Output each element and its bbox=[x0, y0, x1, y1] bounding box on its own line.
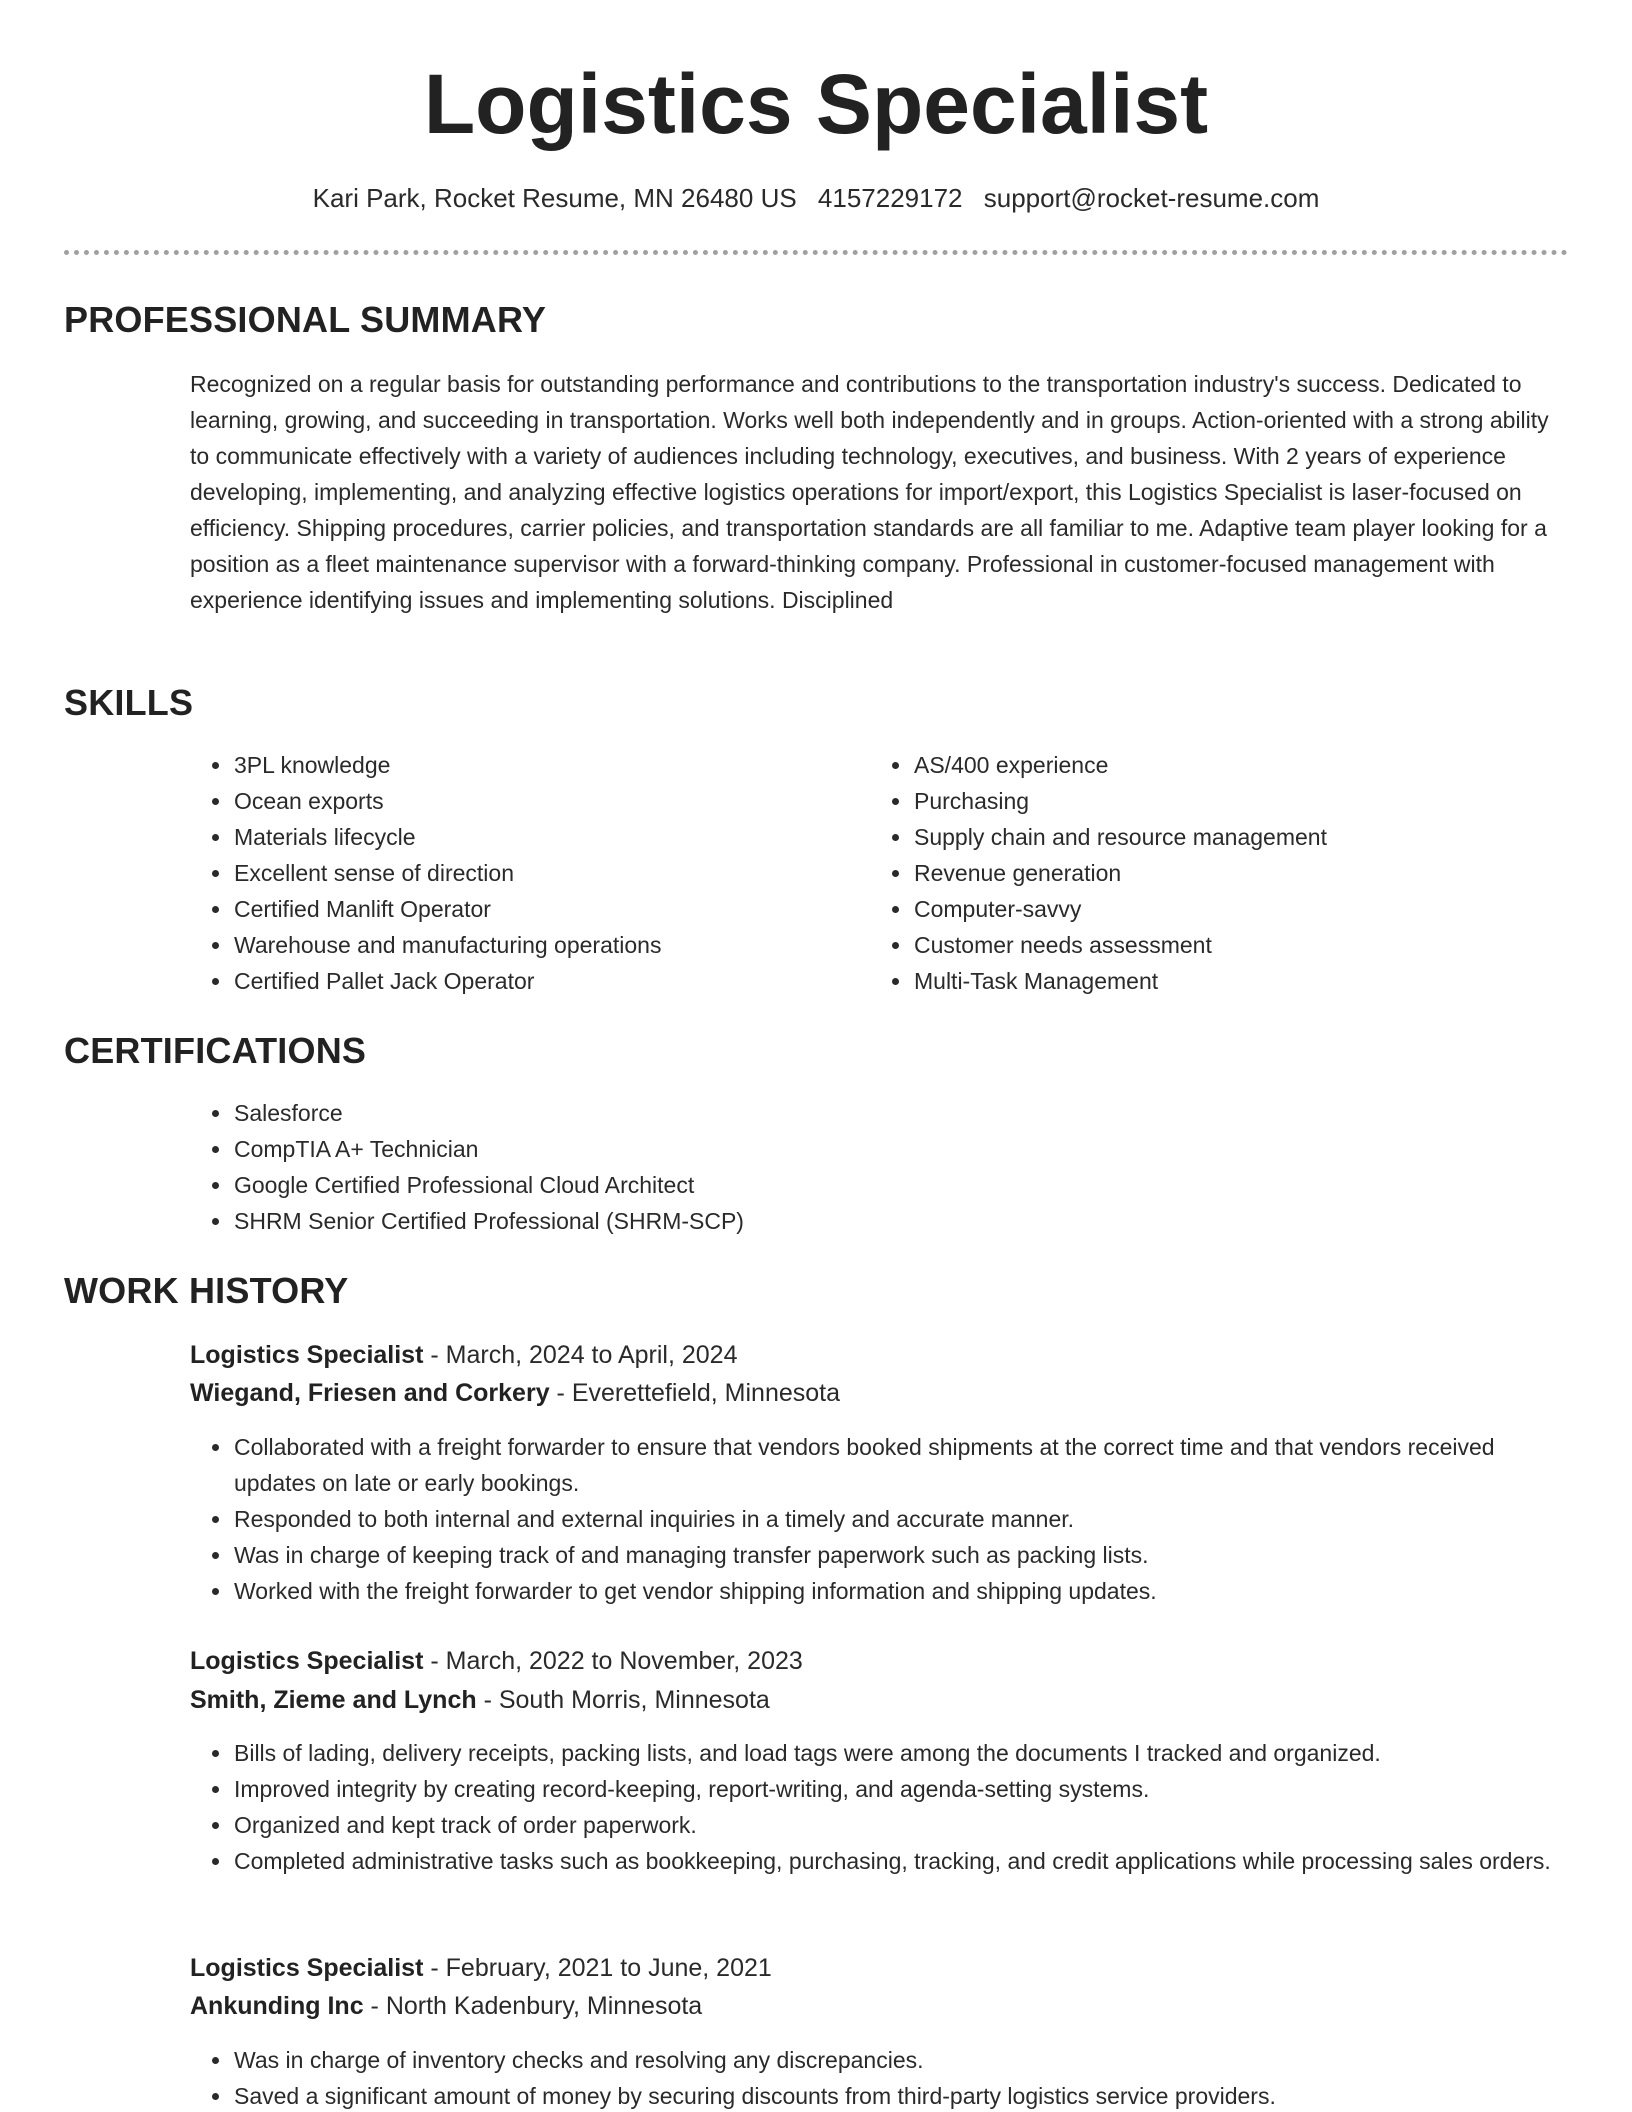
job-dates: - March, 2024 to April, 2024 bbox=[423, 1341, 738, 1369]
job-bullet: • Completed administrative tasks such as bookkeeping, purchasing, tracking, and credit applications while processing sales orders. bbox=[233, 1843, 1573, 1879]
section-title-certifications: CERTIFICATIONS bbox=[64, 1030, 367, 1071]
job-company: Smith, Zieme and Lynch bbox=[190, 1686, 477, 1714]
job-dates: - March, 2022 to November, 2023 bbox=[423, 1647, 803, 1675]
job-company: Ankunding Inc bbox=[190, 1992, 364, 2020]
job-bullet: • Improved integrity by creating record-keeping, report-writing, and agenda-setting systems. bbox=[233, 1771, 1573, 1807]
certifications-list bbox=[190, 1095, 1533, 1239]
job-company-line bbox=[190, 1374, 840, 1412]
skill-item: • Warehouse and manufacturing operations bbox=[233, 927, 853, 963]
job-bullet: • Worked with the freight forwarder to get vendor shipping information and shipping updates. bbox=[233, 1573, 1573, 1609]
job-location: - Everettefield, Minnesota bbox=[549, 1379, 841, 1407]
job-title: Logistics Specialist bbox=[190, 1341, 424, 1369]
skill-item: • Certified Manlift Operator bbox=[233, 891, 853, 927]
section-title-work-history: WORK HISTORY bbox=[64, 1270, 349, 1311]
certification-item: • Salesforce bbox=[233, 1095, 1533, 1131]
job-title: Logistics Specialist bbox=[190, 1954, 424, 1982]
job-company-line bbox=[190, 1681, 770, 1719]
job-bullets bbox=[190, 1735, 1573, 1879]
job-bullets bbox=[190, 1429, 1573, 1609]
job-location: - North Kadenbury, Minnesota bbox=[363, 1992, 703, 2020]
skill-item: • 3PL knowledge bbox=[233, 747, 853, 783]
job-title-line bbox=[190, 1642, 803, 1680]
skills-list-right bbox=[870, 747, 1593, 999]
job-title: Logistics Specialist bbox=[190, 1647, 424, 1675]
skill-item: • Multi-Task Management bbox=[913, 963, 1593, 999]
skill-item: • Materials lifecycle bbox=[233, 819, 853, 855]
job-bullet: • Organized and kept track of order paperwork. bbox=[233, 1807, 1573, 1843]
skill-item: • Revenue generation bbox=[913, 855, 1593, 891]
contact-email: support@rocket-resume.com bbox=[983, 183, 1320, 213]
contact-phone: 4157229172 bbox=[817, 183, 963, 213]
job-bullet: • Saved a significant amount of money by securing discounts from third-party logistics service providers. bbox=[233, 2078, 1573, 2112]
job-location: - South Morris, Minnesota bbox=[476, 1686, 770, 1714]
contact-address: Kari Park, Rocket Resume, MN 26480 US bbox=[312, 183, 797, 213]
certification-item: • CompTIA A+ Technician bbox=[233, 1131, 1533, 1167]
certification-item: • SHRM Senior Certified Professional (SHRM-SCP) bbox=[233, 1203, 1533, 1239]
job-bullet: • Collaborated with a freight forwarder to ensure that vendors booked shipments at the correct time and that vendors received updates on late or early bookings. bbox=[233, 1429, 1573, 1501]
job-title-line bbox=[190, 1336, 737, 1374]
skill-item: • Customer needs assessment bbox=[913, 927, 1593, 963]
skill-item: • Certified Pallet Jack Operator bbox=[233, 963, 853, 999]
skill-item: • Ocean exports bbox=[233, 783, 853, 819]
job-title-line bbox=[190, 1949, 772, 1987]
summary-text: Recognized on a regular basis for outstanding performance and contributions to the transportation industry's success. Dedicated to learning, growing, and succeeding in transportation. Works well both independently and in groups. Action-oriented with a strong ability to communicate effectively with a variety of audiences including technology, executives, and business. With 2 years of experience developing, implementing, and analyzing effective logistics operations for import/export, this Logistics Specialist is laser-focused on efficiency. Shipping procedures, carrier policies, and transportation standards are all familiar to me. Adaptive team player looking for a position as a fleet maintenance supervisor with a forward-thinking company. Professional in customer-focused management with experience identifying issues and implementing solutions. Disciplined bbox=[190, 371, 1549, 613]
certification-item: • Google Certified Professional Cloud Architect bbox=[233, 1167, 1533, 1203]
skill-item: • Supply chain and resource management bbox=[913, 819, 1593, 855]
contact-line bbox=[0, 180, 1632, 216]
job-dates: - February, 2021 to June, 2021 bbox=[423, 1954, 772, 1982]
header-divider bbox=[64, 250, 1568, 255]
job-company-line bbox=[190, 1987, 702, 2025]
job-bullet: • Bills of lading, delivery receipts, packing lists, and load tags were among the documents I tracked and organized. bbox=[233, 1735, 1573, 1771]
section-title-summary: PROFESSIONAL SUMMARY bbox=[64, 299, 547, 340]
skill-item: • AS/400 experience bbox=[913, 747, 1593, 783]
job-bullet: • Responded to both internal and external inquiries in a timely and accurate manner. bbox=[233, 1501, 1573, 1537]
skill-item: • Excellent sense of direction bbox=[233, 855, 853, 891]
skills-list-left bbox=[190, 747, 853, 999]
job-bullets bbox=[190, 2042, 1573, 2112]
skill-item: • Computer-savvy bbox=[913, 891, 1593, 927]
section-title-skills: SKILLS bbox=[64, 682, 194, 723]
resume-name-title: Logistics Specialist bbox=[423, 57, 1209, 151]
job-bullet: • Was in charge of inventory checks and resolving any discrepancies. bbox=[233, 2042, 1573, 2078]
job-bullet: • Was in charge of keeping track of and managing transfer paperwork such as packing lists. bbox=[233, 1537, 1573, 1573]
job-company: Wiegand, Friesen and Corkery bbox=[190, 1379, 550, 1407]
skill-item: • Purchasing bbox=[913, 783, 1593, 819]
